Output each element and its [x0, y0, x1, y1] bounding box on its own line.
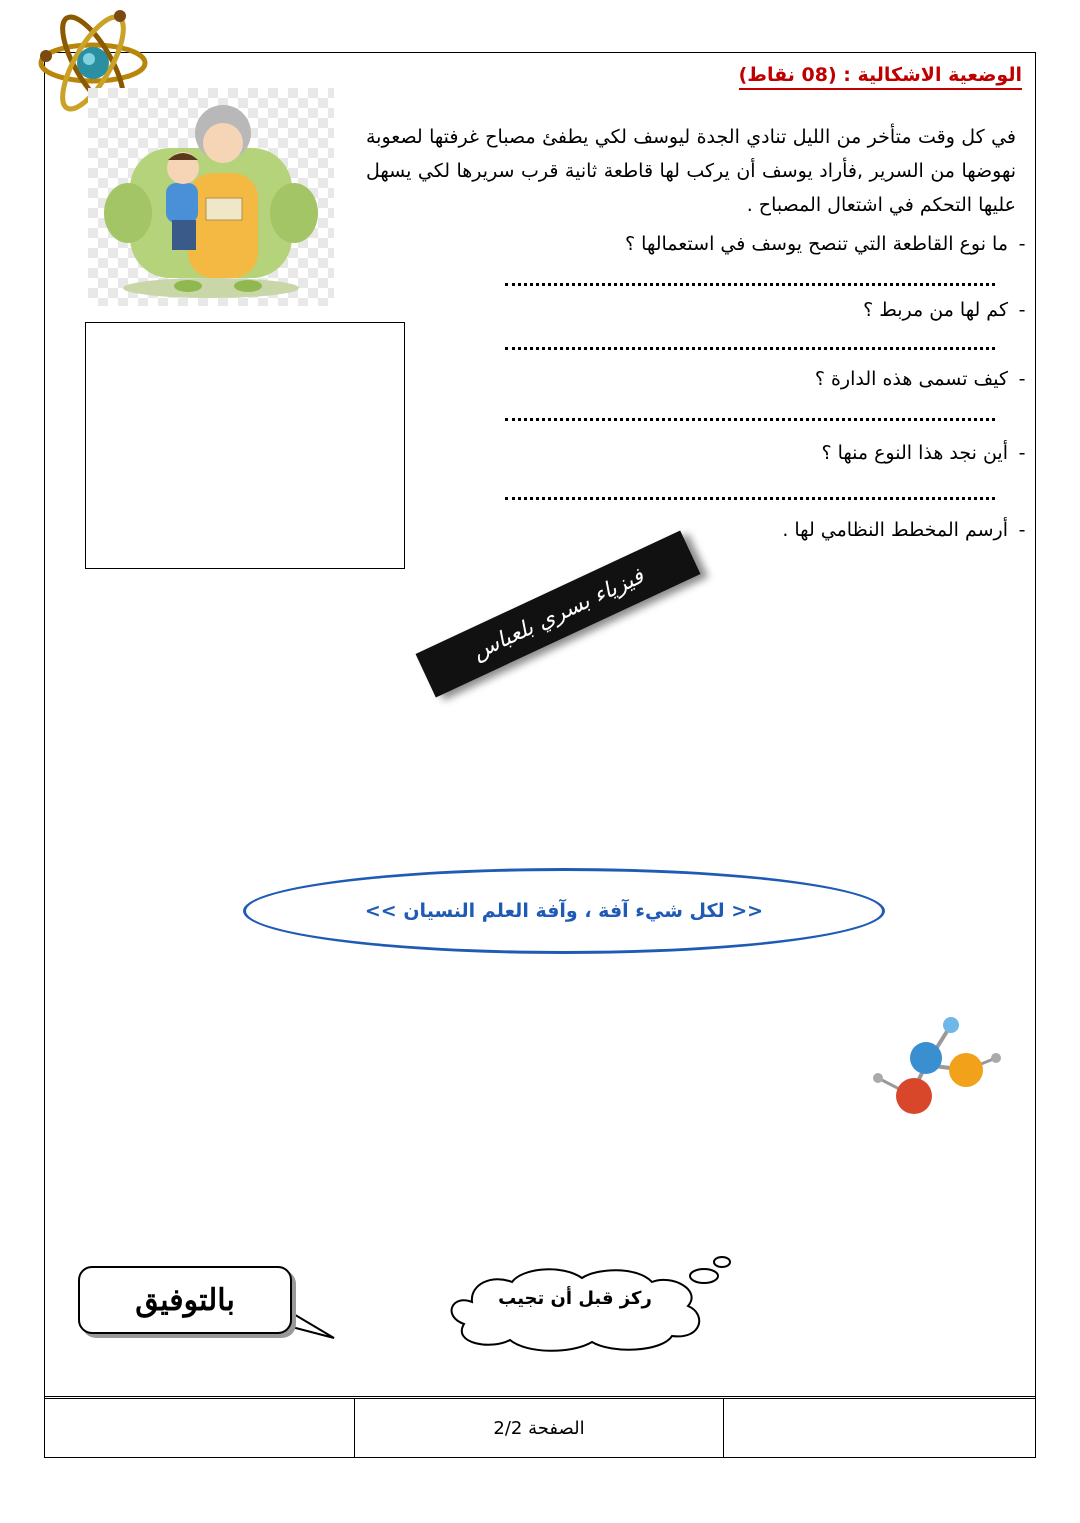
- answer-line-4[interactable]: [505, 497, 995, 500]
- question-2: -كم لها من مربط ؟: [863, 299, 1026, 321]
- molecule-icon: [866, 1010, 1006, 1120]
- question-2-text: كم لها من مربط ؟: [863, 299, 1008, 321]
- section-title: الوضعية الاشكالية : (08 نقاط): [739, 64, 1022, 90]
- answer-line-2[interactable]: [505, 347, 995, 350]
- question-4: -أين نجد هذا النوع منها ؟: [821, 442, 1026, 464]
- author-stamp: فيزياء بسري بلعباس: [416, 531, 701, 698]
- question-3-text: كيف تسمى هذه الدارة ؟: [814, 368, 1008, 390]
- answer-line-3[interactable]: [505, 418, 995, 421]
- footer-cell-right: [723, 1399, 1036, 1458]
- question-5-text: أرسم المخطط النظامي لها .: [782, 519, 1008, 541]
- question-1: -ما نوع القاطعة التي تنصح يوسف في استعمالها ؟: [625, 233, 1026, 255]
- cloud-text: ركز قبل أن تجيب: [498, 1288, 652, 1309]
- answer-line-1[interactable]: [505, 283, 995, 286]
- page-number: الصفحة 2/2: [493, 1418, 585, 1439]
- question-4-text: أين نجد هذا النوع منها ؟: [821, 442, 1008, 464]
- question-3: -كيف تسمى هذه الدارة ؟: [814, 368, 1026, 390]
- good-luck-bubble: بالتوفيق: [78, 1266, 292, 1334]
- grandmother-boy-illustration: [88, 88, 334, 306]
- question-1-text: ما نوع القاطعة التي تنصح يوسف في استعمالها ؟: [625, 233, 1008, 255]
- question-5: -أرسم المخطط النظامي لها .: [782, 519, 1026, 541]
- motto-text: << لكل شيء آفة ، وآفة العلم النسيان >>: [364, 900, 764, 922]
- diagram-answer-box[interactable]: [85, 322, 405, 569]
- problem-paragraph: في كل وقت متأخر من الليل تنادي الجدة ليوسف لكي يطفئ مصباح غرفتها لصعوبة نهوضها من السرير ,فأراد يوسف أن يركب لها قاطعة ثانية قرب سريرها لكي يسهل عليها التحكم في اشتعال المصباح .: [366, 126, 1016, 216]
